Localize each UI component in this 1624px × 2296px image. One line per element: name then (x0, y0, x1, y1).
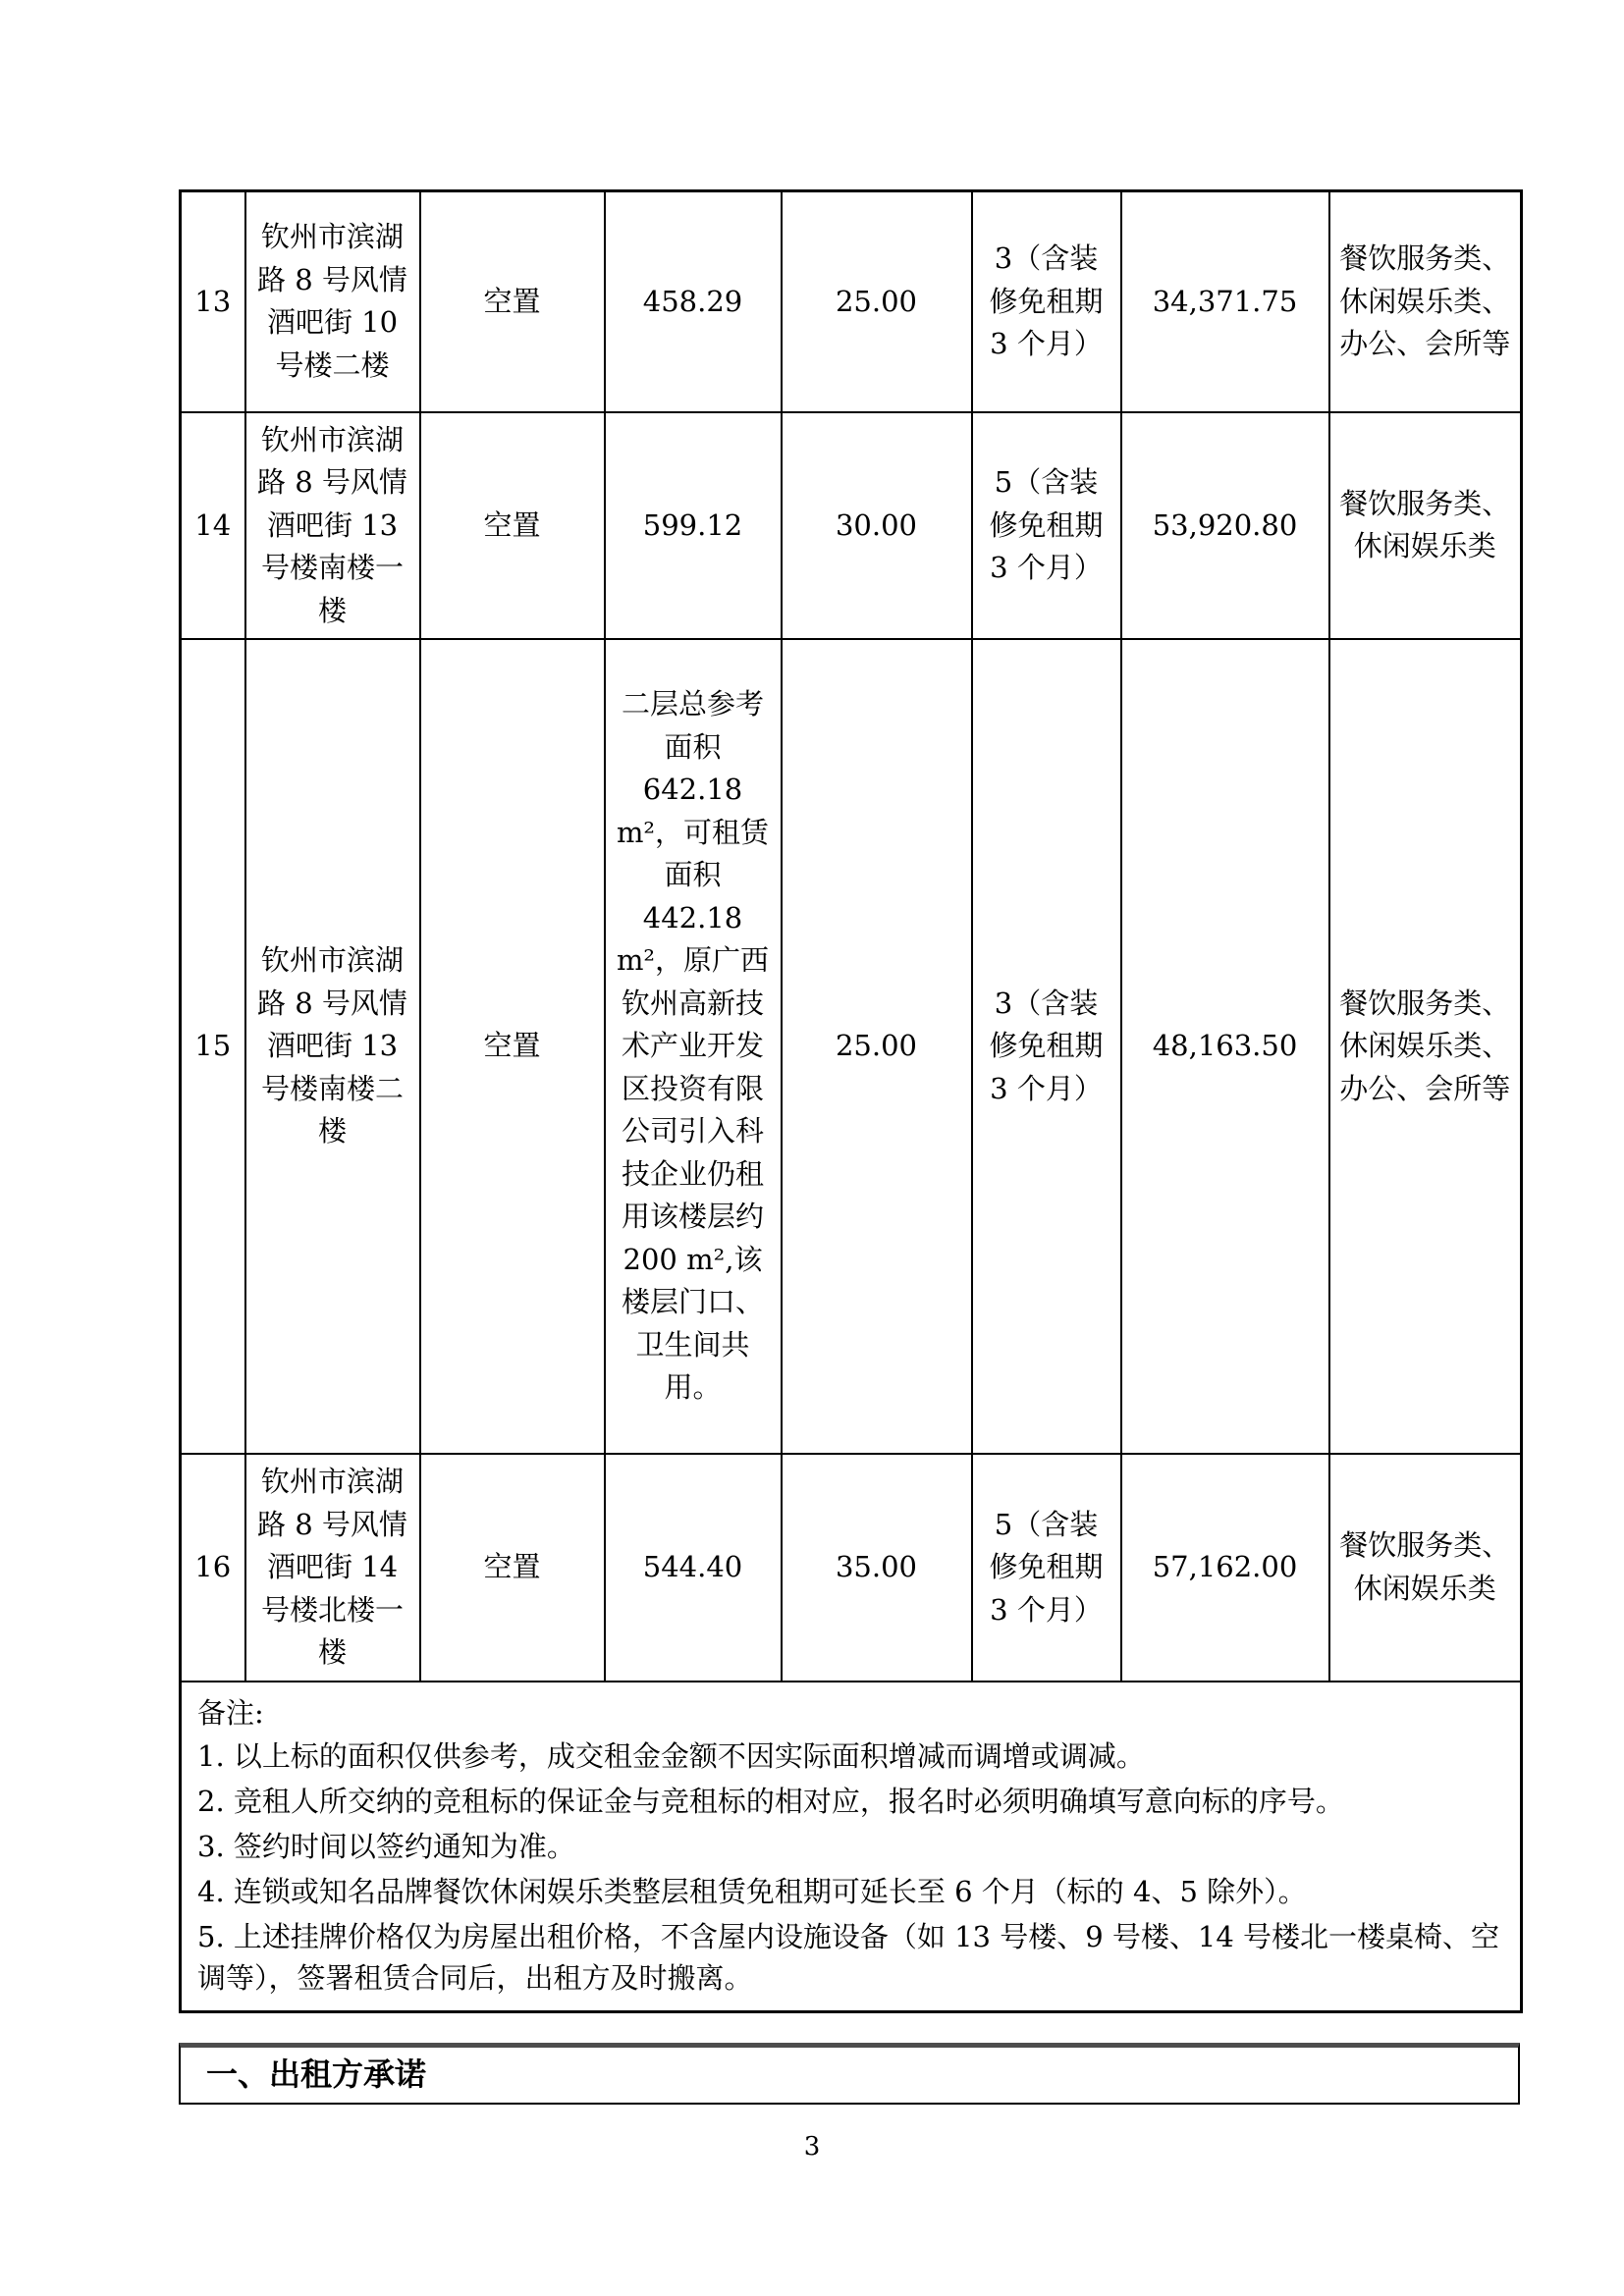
cell-usage: 餐饮服务类、休闲娱乐类 (1329, 412, 1522, 640)
cell-status: 空置 (420, 191, 605, 412)
page-number: 3 (803, 2132, 821, 2162)
cell-price: 25.00 (782, 639, 972, 1454)
cell-lease-term: 5（含装修免租期 3 个月） (972, 1454, 1121, 1682)
cell-usage: 餐饮服务类、休闲娱乐类 (1329, 1454, 1522, 1682)
note-item-2: 2. 竞租人所交纳的竞租标的保证金与竞租标的相对应，报名时必须明确填写意向标的序号。 (197, 1784, 1344, 1818)
notes-cell (181, 1682, 1522, 2012)
rental-lots-table (179, 189, 1523, 2013)
note-item-4: 4. 连锁或知名品牌餐饮休闲娱乐类整层租赁免租期可延长至 6 个月（标的 4、5 除外）。 (197, 1874, 1307, 1908)
cell-lot-number: 13 (181, 191, 245, 412)
cell-lease-term: 3（含装修免租期 3 个月） (972, 639, 1121, 1454)
cell-address: 钦州市滨湖路 8 号风情酒吧街 10 号楼二楼 (245, 191, 420, 412)
cell-price: 30.00 (782, 412, 972, 640)
section-title: 一、出租方承诺 (206, 2056, 427, 2093)
cell-lot-number: 15 (181, 639, 245, 1454)
cell-area: 544.40 (605, 1454, 782, 1682)
cell-lot-number: 14 (181, 412, 245, 640)
cell-lease-term: 3（含装修免租期 3 个月） (972, 191, 1121, 412)
table-row-13 (181, 191, 1522, 412)
notes-row (181, 1682, 1522, 2012)
cell-status: 空置 (420, 412, 605, 640)
cell-usage: 餐饮服务类、休闲娱乐类、办公、会所等 (1329, 639, 1522, 1454)
cell-area: 458.29 (605, 191, 782, 412)
cell-address: 钦州市滨湖路 8 号风情酒吧街 14 号楼北楼一楼 (245, 1454, 420, 1682)
table-row-15 (181, 639, 1522, 1454)
cell-address: 钦州市滨湖路 8 号风情酒吧街 13 号楼南楼一楼 (245, 412, 420, 640)
cell-amount: 48,163.50 (1121, 639, 1329, 1454)
cell-status: 空置 (420, 639, 605, 1454)
cell-price: 25.00 (782, 191, 972, 412)
notes-label: 备注: (197, 1695, 264, 1730)
cell-address: 钦州市滨湖路 8 号风情酒吧街 13 号楼南楼二楼 (245, 639, 420, 1454)
section-header-box (179, 2043, 1520, 2105)
cell-price: 35.00 (782, 1454, 972, 1682)
cell-amount: 53,920.80 (1121, 412, 1329, 640)
cell-area: 二层总参考面积 642.18 m²，可租赁面积 442.18 m²，原广西钦州高新技术产业开发区投资有限公司引入科技企业仍租用该楼层约 200 m²,该楼层门口、卫生间共用。 (605, 639, 782, 1454)
note-item-1: 1. 以上标的面积仅供参考，成交租金金额不因实际面积增减而调增或调减。 (197, 1738, 1145, 1773)
cell-usage: 餐饮服务类、休闲娱乐类、办公、会所等 (1329, 191, 1522, 412)
note-item-3: 3. 签约时间以签约通知为准。 (197, 1829, 575, 1863)
table-row-16 (181, 1454, 1522, 1682)
cell-amount: 57,162.00 (1121, 1454, 1329, 1682)
cell-amount: 34,371.75 (1121, 191, 1329, 412)
note-item-5: 5. 上述挂牌价格仅为房屋出租价格，不含屋内设施设备（如 13 号楼、9 号楼、14 号楼北一楼桌椅、空调等），签署租赁合同后，出租方及时搬离。 (197, 1919, 1500, 1995)
cell-area: 599.12 (605, 412, 782, 640)
cell-lot-number: 16 (181, 1454, 245, 1682)
cell-lease-term: 5（含装修免租期 3 个月） (972, 412, 1121, 640)
cell-status: 空置 (420, 1454, 605, 1682)
table-row-14 (181, 412, 1522, 640)
